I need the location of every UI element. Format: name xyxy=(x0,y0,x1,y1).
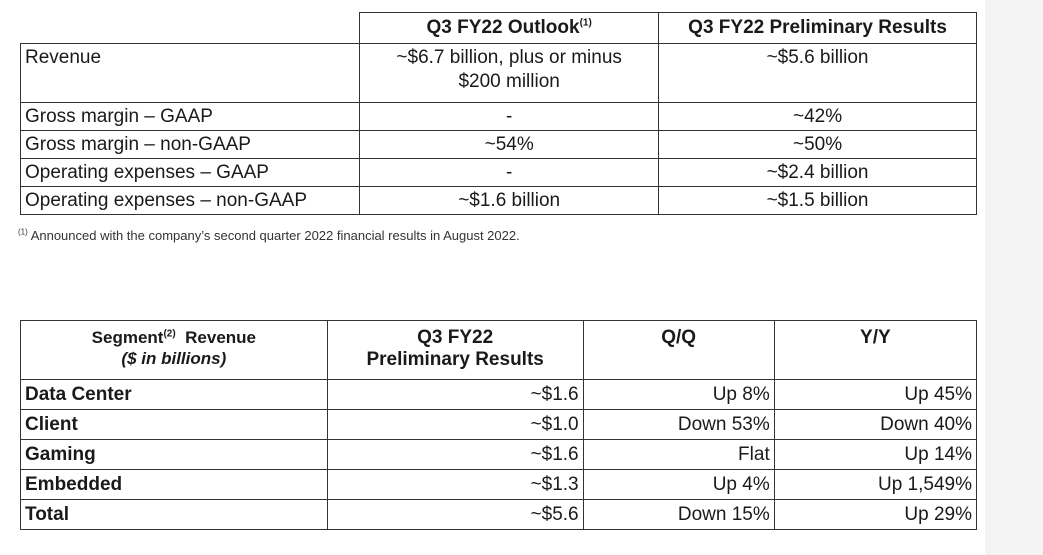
outlook-table xyxy=(20,12,977,215)
table-row xyxy=(21,159,977,187)
table-row xyxy=(21,103,977,131)
table-row xyxy=(21,187,977,215)
results-value: ~$5.6 xyxy=(327,500,583,530)
results-value: ~$1.5 billion xyxy=(659,187,977,215)
row-label: Revenue xyxy=(21,44,360,103)
outlook-table-header xyxy=(21,13,977,44)
footnote-marker: (1) xyxy=(579,17,592,29)
results-value: ~$1.3 xyxy=(327,470,583,500)
footnote-marker: (1) xyxy=(18,227,28,237)
table-row xyxy=(21,440,977,470)
qq-value: Flat xyxy=(583,440,774,470)
yy-value: Up 29% xyxy=(774,500,976,530)
segment-label: Embedded xyxy=(21,470,328,500)
outlook-value: - xyxy=(360,103,659,131)
results-value: ~$1.0 xyxy=(327,410,583,440)
yy-value: Up 45% xyxy=(774,380,976,410)
row-label: Gross margin – non-GAAP xyxy=(21,131,360,159)
table-row xyxy=(21,470,977,500)
header-preliminary-results: Q3 FY22 Preliminary Results xyxy=(327,321,583,380)
segment-label: Gaming xyxy=(21,440,328,470)
results-value: ~$1.6 xyxy=(327,440,583,470)
table-row xyxy=(21,131,977,159)
table-row xyxy=(21,380,977,410)
header-qq: Q/Q xyxy=(583,321,774,380)
row-label: Gross margin – GAAP xyxy=(21,103,360,131)
results-value: ~$2.4 billion xyxy=(659,159,977,187)
outlook-value: - xyxy=(360,159,659,187)
qq-value: Down 53% xyxy=(583,410,774,440)
yy-value: Up 14% xyxy=(774,440,976,470)
outlook-value: ~$1.6 billion xyxy=(360,187,659,215)
qq-value: Up 8% xyxy=(583,380,774,410)
segment-label: Total xyxy=(21,500,328,530)
results-value: ~$5.6 billion xyxy=(659,44,977,103)
qq-value: Down 15% xyxy=(583,500,774,530)
segment-table-header xyxy=(21,321,977,380)
row-label: Operating expenses – non-GAAP xyxy=(21,187,360,215)
header-blank xyxy=(21,13,360,44)
header-yy: Y/Y xyxy=(774,321,976,380)
outlook-value: ~54% xyxy=(360,131,659,159)
table-row xyxy=(21,410,977,440)
results-value: ~$1.6 xyxy=(327,380,583,410)
yy-value: Down 40% xyxy=(774,410,976,440)
outlook-value: ~$6.7 billion, plus or minus $200 million xyxy=(360,44,659,103)
table-row xyxy=(21,500,977,530)
footnote-marker: (2) xyxy=(163,328,176,340)
qq-value: Up 4% xyxy=(583,470,774,500)
header-segment-revenue: Segment$^{(2)}$ Revenue ($ in billions) xyxy=(21,321,328,380)
table-row xyxy=(21,44,977,103)
segment-label: Client xyxy=(21,410,328,440)
header-units: ($ in billions) xyxy=(121,349,227,368)
header-preliminary-results: Q3 FY22 Preliminary Results xyxy=(659,13,977,44)
yy-value: Up 1,549% xyxy=(774,470,976,500)
results-value: ~50% xyxy=(659,131,977,159)
row-label: Operating expenses – GAAP xyxy=(21,159,360,187)
segment-label: Data Center xyxy=(21,380,328,410)
segment-revenue-table xyxy=(20,320,977,530)
results-value: ~42% xyxy=(659,103,977,131)
footnote xyxy=(18,228,520,243)
footnote-text: Announced with the company’s second quarter 2022 financial results in August 2022. xyxy=(30,228,520,243)
header-outlook: Q3 FY22 Outlook$^{(1)}$ xyxy=(360,13,659,44)
